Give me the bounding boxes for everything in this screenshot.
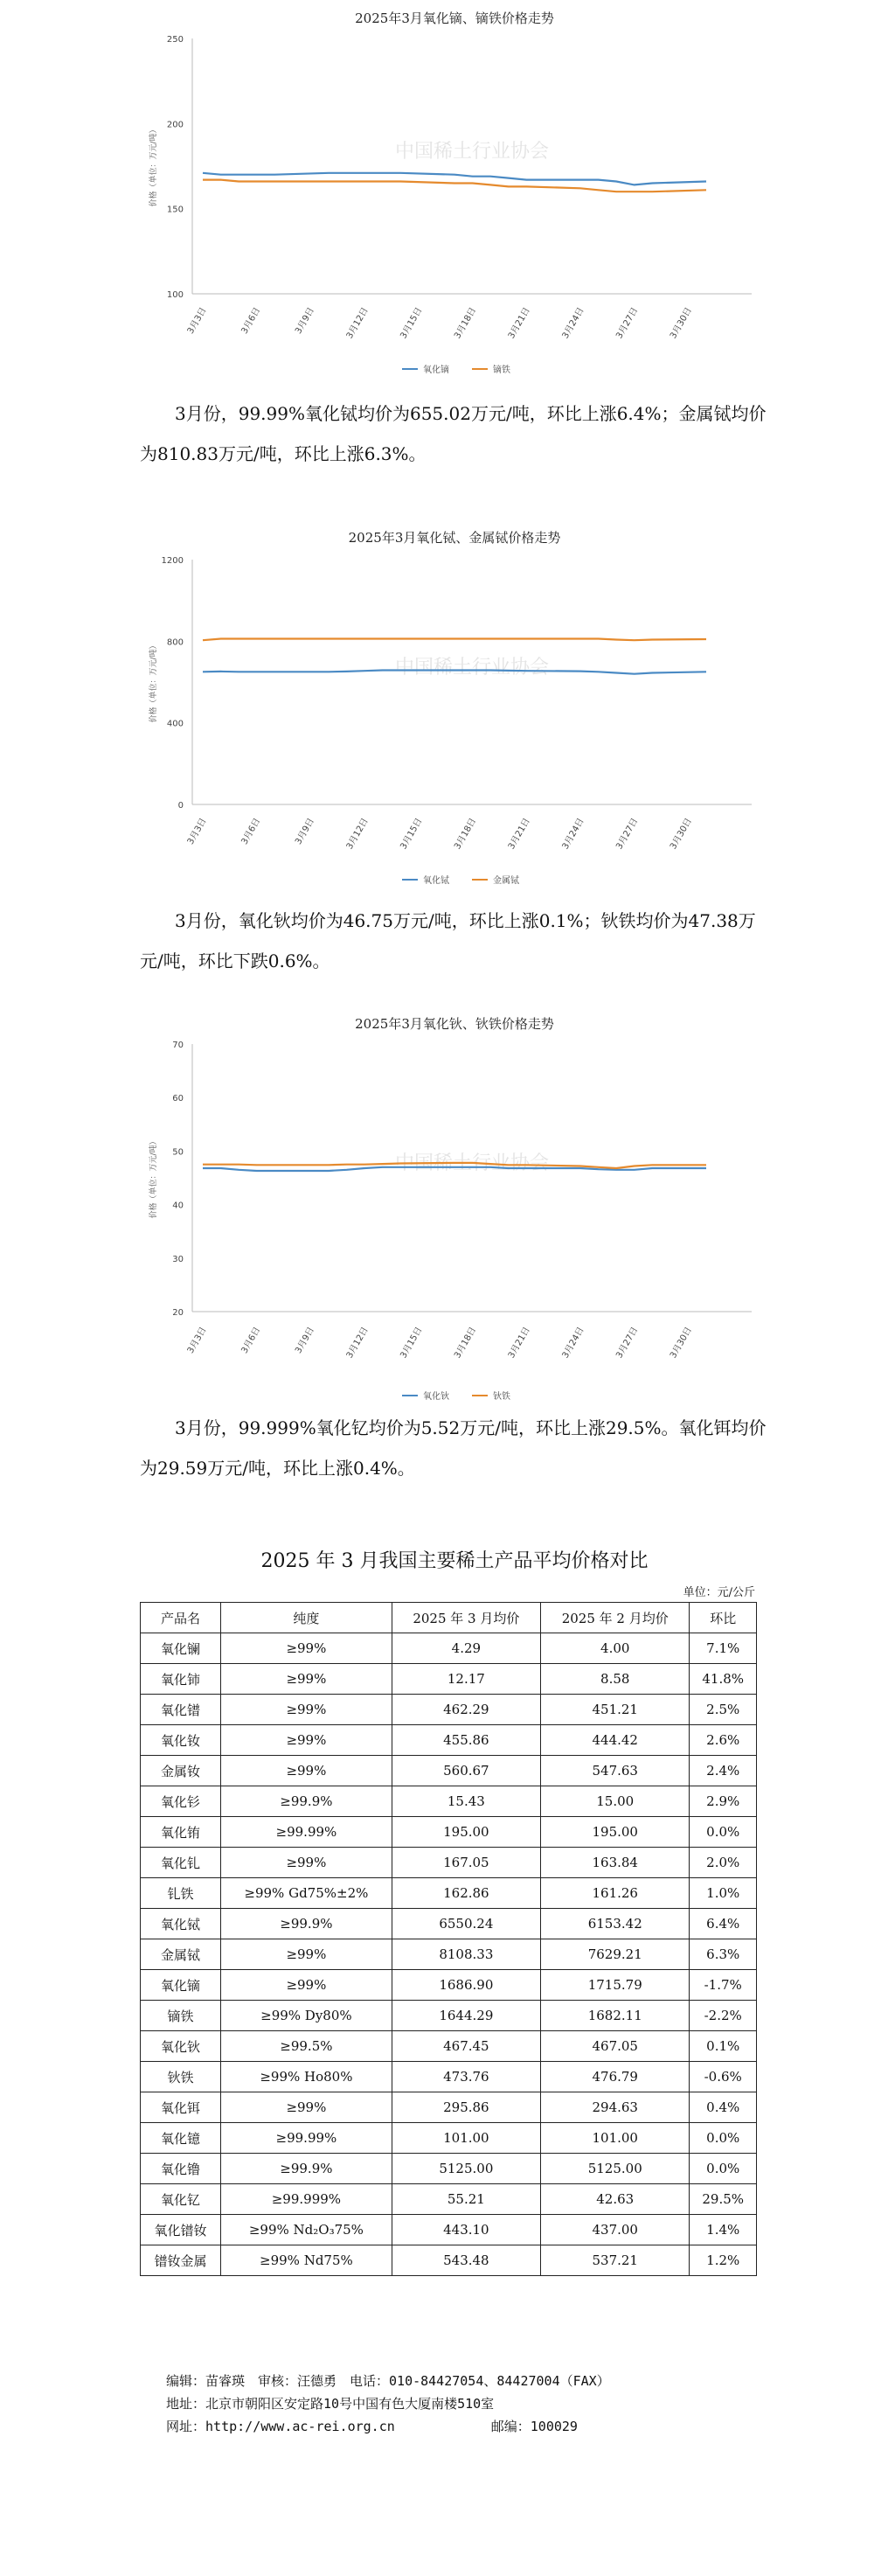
table-row xyxy=(141,1725,757,1756)
cell-feb-price: 444.42 xyxy=(541,1725,690,1756)
cell-feb-price: 6153.42 xyxy=(541,1909,690,1939)
cell-product: 氧化镨钕 xyxy=(141,2215,221,2245)
x-tick-label: 3月27日 xyxy=(614,1326,641,1361)
table-row xyxy=(141,2123,757,2154)
cell-mom: 1.0% xyxy=(690,1878,757,1909)
header-purity: 纯度 xyxy=(221,1603,392,1633)
cell-mar-price: 8108.33 xyxy=(392,1939,540,1970)
chart-ho xyxy=(140,1006,769,1408)
cell-feb-price: 467.05 xyxy=(541,2031,690,2062)
x-tick-label: 3月9日 xyxy=(294,306,317,336)
cell-mom: 0.0% xyxy=(690,2154,757,2184)
chart-tb-svg xyxy=(140,516,769,901)
cell-product: 氧化镝 xyxy=(141,1970,221,2001)
cell-product: 氧化钐 xyxy=(141,1786,221,1817)
y-tick-label: 0 xyxy=(177,801,184,811)
cell-feb-price: 537.21 xyxy=(541,2245,690,2276)
x-tick-label: 3月9日 xyxy=(294,1326,317,1355)
cell-purity: ≥99% xyxy=(221,2092,392,2123)
cell-mom: 0.4% xyxy=(690,2092,757,2123)
cell-mar-price: 560.67 xyxy=(392,1756,540,1786)
watermark: 中国稀土行业协会 xyxy=(394,657,550,679)
paragraph-ho: 3月份，氧化钬均价为46.75万元/吨，环比上涨0.1%；钬铁均价为47.38万元/吨，环比下跌0.6%。 xyxy=(140,910,756,971)
cell-product: 钆铁 xyxy=(141,1878,221,1909)
cell-product: 氧化钬 xyxy=(141,2031,221,2062)
cell-feb-price: 1715.79 xyxy=(541,1970,690,2001)
x-tick-label: 3月27日 xyxy=(614,817,641,852)
y-tick-label: 400 xyxy=(166,719,184,729)
cell-product: 钬铁 xyxy=(141,2062,221,2092)
table-row xyxy=(141,2215,757,2245)
table-row xyxy=(141,1786,757,1817)
cell-mar-price: 543.48 xyxy=(392,2245,540,2276)
cell-purity: ≥99.99% xyxy=(221,1817,392,1848)
cell-purity: ≥99.99% xyxy=(221,2123,392,2154)
cell-mar-price: 195.00 xyxy=(392,1817,540,1848)
cell-feb-price: 476.79 xyxy=(541,2062,690,2092)
cell-feb-price: 294.63 xyxy=(541,2092,690,2123)
cell-mom: 2.6% xyxy=(690,1725,757,1756)
cell-purity: ≥99% xyxy=(221,1756,392,1786)
cell-purity: ≥99.999% xyxy=(221,2184,392,2215)
legend-label: 氧化铽 xyxy=(423,876,449,886)
cell-mom: -2.2% xyxy=(690,2001,757,2031)
header-product: 产品名 xyxy=(141,1603,221,1633)
cell-mom: 7.1% xyxy=(690,1633,757,1664)
cell-mom: 2.9% xyxy=(690,1786,757,1817)
x-tick-label: 3月24日 xyxy=(560,1326,586,1361)
x-tick-label: 3月9日 xyxy=(294,817,317,846)
x-tick-label: 3月21日 xyxy=(506,306,532,341)
chart-title: 2025年3月氧化铽、金属铽价格走势 xyxy=(348,530,561,546)
cell-mar-price: 4.29 xyxy=(392,1633,540,1664)
x-tick-label: 3月15日 xyxy=(399,817,425,852)
cell-feb-price: 163.84 xyxy=(541,1848,690,1878)
legend-label: 氧化钬 xyxy=(423,1392,449,1402)
table-row xyxy=(141,1695,757,1725)
cell-mar-price: 101.00 xyxy=(392,2123,540,2154)
table-row xyxy=(141,1970,757,2001)
series-line-metal xyxy=(203,180,706,192)
footer-web-label: 网址： xyxy=(166,2419,206,2434)
table-row xyxy=(141,2092,757,2123)
y-tick-label: 70 xyxy=(172,1041,184,1050)
cell-purity: ≥99.5% xyxy=(221,2031,392,2062)
cell-product: 氧化镧 xyxy=(141,1633,221,1664)
cell-purity: ≥99% xyxy=(221,1970,392,2001)
y-tick-label: 100 xyxy=(166,290,184,300)
x-tick-label: 3月12日 xyxy=(344,817,371,852)
legend-label: 氧化镝 xyxy=(423,366,449,375)
cell-mar-price: 5125.00 xyxy=(392,2154,540,2184)
cell-purity: ≥99% Dy80% xyxy=(221,2001,392,2031)
cell-mom: 1.2% xyxy=(690,2245,757,2276)
table-row xyxy=(141,1756,757,1786)
cell-feb-price: 451.21 xyxy=(541,1695,690,1725)
y-tick-label: 800 xyxy=(166,637,184,648)
legend-label: 金属铽 xyxy=(493,876,519,886)
table-row xyxy=(141,2245,757,2276)
cell-product: 氧化钕 xyxy=(141,1725,221,1756)
cell-product: 氧化铕 xyxy=(141,1817,221,1848)
table-title: 2025 年 3 月我国主要稀土产品平均价格对比 xyxy=(260,1550,649,1572)
cell-mom: -0.6% xyxy=(690,2062,757,2092)
cell-mom: 6.4% xyxy=(690,1909,757,1939)
cell-product: 氧化镱 xyxy=(141,2123,221,2154)
series-line-metal xyxy=(203,639,706,641)
cell-product: 金属钕 xyxy=(141,1756,221,1786)
cell-mar-price: 1686.90 xyxy=(392,1970,540,2001)
cell-mar-price: 455.86 xyxy=(392,1725,540,1756)
cell-product: 氧化钆 xyxy=(141,1848,221,1878)
chart-title: 2025年3月氧化钬、钬铁价格走势 xyxy=(355,1016,554,1032)
cell-feb-price: 547.63 xyxy=(541,1756,690,1786)
cell-product: 镨钕金属 xyxy=(141,2245,221,2276)
cell-feb-price: 42.63 xyxy=(541,2184,690,2215)
y-axis-label: 价格（单位：万元/吨） xyxy=(149,641,158,723)
cell-mom: 6.3% xyxy=(690,1939,757,1970)
cell-feb-price: 195.00 xyxy=(541,1817,690,1848)
cell-mar-price: 6550.24 xyxy=(392,1909,540,1939)
x-tick-label: 3月18日 xyxy=(453,817,479,852)
cell-purity: ≥99% Nd₂O₃75% xyxy=(221,2215,392,2245)
cell-feb-price: 8.58 xyxy=(541,1664,690,1695)
cell-purity: ≥99% xyxy=(221,1725,392,1756)
cell-mom: 0.0% xyxy=(690,1817,757,1848)
cell-mom: 2.4% xyxy=(690,1756,757,1786)
cell-mar-price: 462.29 xyxy=(392,1695,540,1725)
price-table xyxy=(140,1602,757,2276)
x-tick-label: 3月27日 xyxy=(614,306,641,341)
x-tick-label: 3月30日 xyxy=(668,1326,695,1361)
cell-product: 镝铁 xyxy=(141,2001,221,2031)
table-unit: 单位：元/公斤 xyxy=(683,1586,755,1599)
x-tick-label: 3月12日 xyxy=(344,1326,371,1361)
footer-address-line: 地址：北京市朝阳区安定路10号中国有色大厦南楼510室 xyxy=(166,2396,495,2412)
legend-label: 镝铁 xyxy=(493,366,510,375)
footer-web-line xyxy=(166,2415,610,2438)
x-tick-label: 3月24日 xyxy=(560,817,586,852)
legend-label: 钬铁 xyxy=(493,1392,510,1402)
table-header-row xyxy=(141,1603,757,1633)
cell-purity: ≥99.9% xyxy=(221,2154,392,2184)
cell-purity: ≥99% Gd75%±2% xyxy=(221,1878,392,1909)
cell-purity: ≥99.9% xyxy=(221,1909,392,1939)
cell-mom: -1.7% xyxy=(690,1970,757,2001)
x-tick-label: 3月21日 xyxy=(506,817,532,852)
table-row xyxy=(141,1848,757,1878)
cell-mar-price: 467.45 xyxy=(392,2031,540,2062)
cell-feb-price: 4.00 xyxy=(541,1633,690,1664)
x-tick-label: 3月24日 xyxy=(560,306,586,341)
chart-ho-svg xyxy=(140,1006,769,1408)
chart-tb xyxy=(140,516,769,901)
cell-product: 金属铽 xyxy=(141,1939,221,1970)
table-row xyxy=(141,1664,757,1695)
table-row xyxy=(141,2154,757,2184)
cell-product: 氧化镨 xyxy=(141,1695,221,1725)
cell-mom: 0.0% xyxy=(690,2123,757,2154)
x-tick-label: 3月6日 xyxy=(239,817,263,846)
y-tick-label: 200 xyxy=(166,120,184,130)
cell-mar-price: 443.10 xyxy=(392,2215,540,2245)
chart-dy xyxy=(140,0,769,385)
table-row xyxy=(141,2001,757,2031)
cell-purity: ≥99% xyxy=(221,1848,392,1878)
cell-mar-price: 15.43 xyxy=(392,1786,540,1817)
cell-purity: ≥99% xyxy=(221,1664,392,1695)
cell-mom: 1.4% xyxy=(690,2215,757,2245)
cell-purity: ≥99% Nd75% xyxy=(221,2245,392,2276)
chart-title: 2025年3月氧化镝、镝铁价格走势 xyxy=(355,10,554,26)
footer-editor-line: 编辑：苗睿瑛 审核：汪德勇 电话：010-84427054、84427004（FAX） xyxy=(166,2373,610,2389)
cell-purity: ≥99% xyxy=(221,1695,392,1725)
cell-mar-price: 162.86 xyxy=(392,1878,540,1909)
watermark: 中国稀土行业协会 xyxy=(394,141,550,163)
x-tick-label: 3月3日 xyxy=(185,1326,209,1355)
cell-mom: 41.8% xyxy=(690,1664,757,1695)
table-row xyxy=(141,1939,757,1970)
footer xyxy=(166,2370,610,2438)
cell-product: 氧化钇 xyxy=(141,2184,221,2215)
table-row xyxy=(141,2031,757,2062)
y-tick-label: 30 xyxy=(172,1254,184,1264)
footer-postcode: 邮编：100029 xyxy=(490,2419,578,2434)
cell-mom: 0.1% xyxy=(690,2031,757,2062)
x-tick-label: 3月3日 xyxy=(185,306,209,336)
x-tick-label: 3月12日 xyxy=(344,306,371,341)
y-tick-label: 250 xyxy=(166,35,184,45)
paragraph-y-er: 3月份，99.999%氧化钇均价为5.52万元/吨，环比上涨29.5%。氧化铒均价为29.59万元/吨，环比上涨0.4%。 xyxy=(140,1417,767,1479)
header-mar-price: 2025 年 3 月均价 xyxy=(392,1603,540,1633)
x-tick-label: 3月6日 xyxy=(239,306,263,336)
footer-url-link[interactable]: http://www.ac-rei.org.cn xyxy=(205,2419,395,2434)
cell-feb-price: 1682.11 xyxy=(541,2001,690,2031)
cell-mom: 29.5% xyxy=(690,2184,757,2215)
cell-feb-price: 101.00 xyxy=(541,2123,690,2154)
x-tick-label: 3月18日 xyxy=(453,1326,479,1361)
x-tick-label: 3月3日 xyxy=(185,817,209,846)
y-tick-label: 20 xyxy=(172,1308,184,1318)
y-tick-label: 150 xyxy=(166,205,184,215)
x-tick-label: 3月30日 xyxy=(668,306,695,341)
cell-mar-price: 295.86 xyxy=(392,2092,540,2123)
cell-purity: ≥99% xyxy=(221,1633,392,1664)
cell-mar-price: 12.17 xyxy=(392,1664,540,1695)
table-row xyxy=(141,1817,757,1848)
cell-purity: ≥99.9% xyxy=(221,1786,392,1817)
x-tick-label: 3月15日 xyxy=(399,1326,425,1361)
chart-dy-svg xyxy=(140,0,769,385)
x-tick-label: 3月18日 xyxy=(453,306,479,341)
header-feb-price: 2025 年 2 月均价 xyxy=(541,1603,690,1633)
y-tick-label: 1200 xyxy=(161,556,184,566)
y-tick-label: 40 xyxy=(172,1201,184,1211)
cell-mom: 2.0% xyxy=(690,1848,757,1878)
cell-product: 氧化铽 xyxy=(141,1909,221,1939)
table-row xyxy=(141,2184,757,2215)
paragraph-tb: 3月份，99.99%氧化铽均价为655.02万元/吨，环比上涨6.4%；金属铽均价为810.83万元/吨，环比上涨6.3%。 xyxy=(140,403,767,464)
cell-mom: 2.5% xyxy=(690,1695,757,1725)
cell-product: 氧化铒 xyxy=(141,2092,221,2123)
cell-mar-price: 1644.29 xyxy=(392,2001,540,2031)
y-tick-label: 50 xyxy=(172,1147,184,1158)
cell-mar-price: 473.76 xyxy=(392,2062,540,2092)
y-tick-label: 60 xyxy=(172,1094,184,1104)
watermark: 中国稀土行业协会 xyxy=(394,1152,550,1174)
cell-product: 氧化镥 xyxy=(141,2154,221,2184)
header-mom: 环比 xyxy=(690,1603,757,1633)
cell-feb-price: 15.00 xyxy=(541,1786,690,1817)
y-axis-label: 价格（单位：万元/吨） xyxy=(149,1137,158,1219)
x-tick-label: 3月30日 xyxy=(668,817,695,852)
table-row xyxy=(141,1878,757,1909)
cell-feb-price: 7629.21 xyxy=(541,1939,690,1970)
cell-mar-price: 167.05 xyxy=(392,1848,540,1878)
x-tick-label: 3月21日 xyxy=(506,1326,532,1361)
x-tick-label: 3月6日 xyxy=(239,1326,263,1355)
table-row xyxy=(141,2062,757,2092)
x-tick-label: 3月15日 xyxy=(399,306,425,341)
table-row xyxy=(141,1633,757,1664)
cell-feb-price: 5125.00 xyxy=(541,2154,690,2184)
cell-product: 氧化铈 xyxy=(141,1664,221,1695)
cell-mar-price: 55.21 xyxy=(392,2184,540,2215)
cell-feb-price: 161.26 xyxy=(541,1878,690,1909)
cell-feb-price: 437.00 xyxy=(541,2215,690,2245)
cell-purity: ≥99% xyxy=(221,1939,392,1970)
cell-purity: ≥99% Ho80% xyxy=(221,2062,392,2092)
table-row xyxy=(141,1909,757,1939)
y-axis-label: 价格（单位：万元/吨） xyxy=(149,125,158,207)
